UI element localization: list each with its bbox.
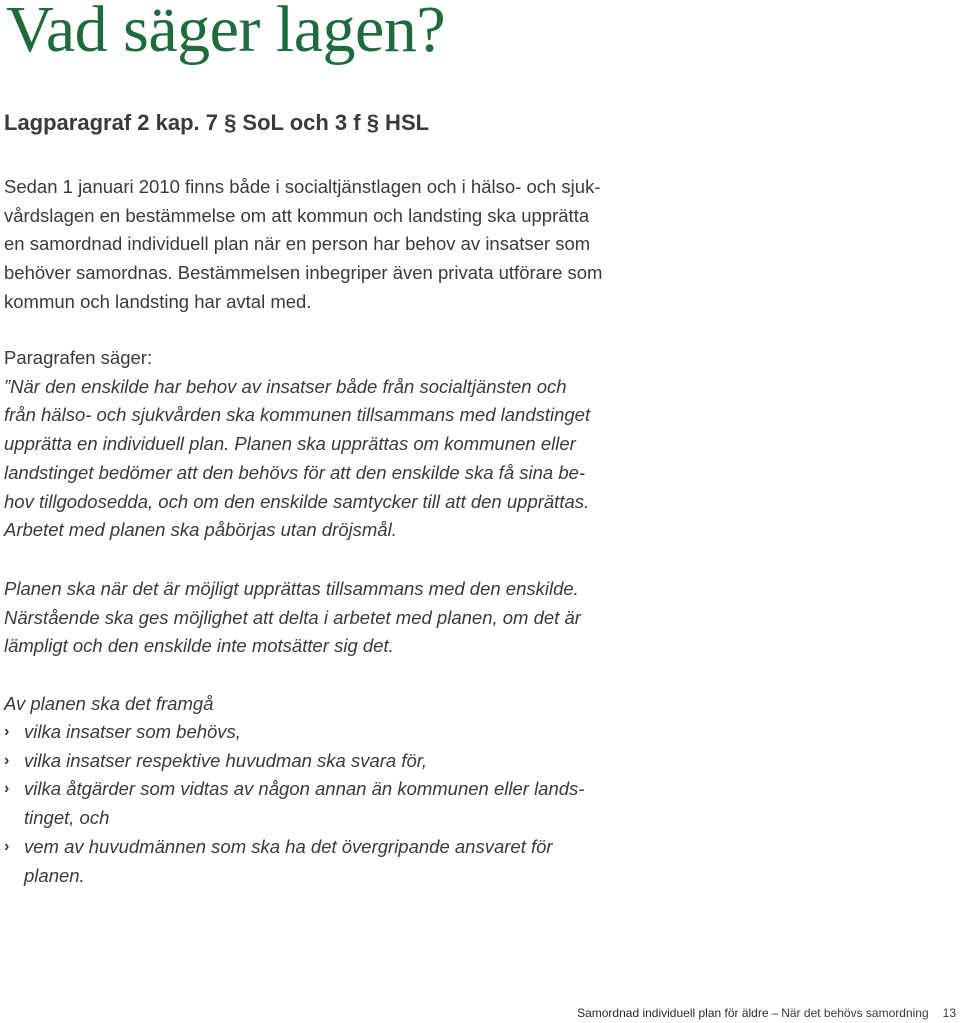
list-item-text: vilka insatser som behövs, — [24, 721, 241, 742]
intro-line: vårdslagen en bestämmelse om att kommun och landsting ska upprätta — [4, 204, 590, 226]
intro-line: kommun och landsting har avtal med. — [4, 290, 312, 312]
list-intro: Av planen ska det framgå — [4, 693, 214, 714]
quote-line: ”När den enskilde har behov av insatser både från socialtjänsten och — [4, 375, 567, 397]
quote-line: lämpligt och den enskilde inte motsätter sig det. — [4, 635, 394, 657]
law-reference-heading: Lagparagraf 2 kap. 7 § SoL och 3 f § HSL — [4, 110, 430, 135]
quote-label: Paragrafen säger: — [4, 347, 153, 368]
intro-line: Sedan 1 januari 2010 finns både i socialtjänstlagen och i hälso- och sjuk- — [4, 176, 601, 197]
footer-publication-title: Samordnad individuell plan för äldre — [577, 1006, 769, 1020]
footer-section-title: När det behövs samordning — [781, 1006, 929, 1020]
chevron-right-icon: › — [4, 837, 10, 855]
quote-line: Arbetet med planen ska påbörjas utan dröjsmål. — [4, 519, 397, 541]
intro-paragraph — [4, 173, 636, 317]
chevron-right-icon: › — [4, 751, 10, 769]
chevron-right-icon: › — [4, 780, 10, 798]
page-footer — [577, 1005, 956, 1021]
quote-line: från hälso- och sjukvården ska kommunen tillsammans med landstinget — [4, 404, 591, 426]
quote-continuation-paragraph — [4, 575, 636, 661]
plan-contents-list — [4, 718, 584, 890]
footer-separator: – — [771, 1006, 779, 1020]
list-item-text-continued: tinget, och — [24, 807, 110, 829]
page-title: Vad säger lagen? — [6, 0, 446, 66]
list-item-text: vilka insatser respektive huvudman ska svara för, — [24, 749, 428, 771]
chevron-right-icon: › — [4, 723, 10, 740]
page-number: 13 — [942, 1006, 956, 1020]
quote-line: landstinget bedömer att den behövs för att den enskilde ska få sina be- — [4, 461, 586, 483]
quote-paragraph — [4, 344, 636, 545]
list-item — [4, 833, 584, 890]
list-item — [4, 718, 584, 747]
quote-line: upprätta en individuell plan. Planen ska upprättas om kommunen eller — [4, 433, 576, 455]
quote-line: Närstående ska ges möjlighet att delta i arbetet med planen, om det är — [4, 606, 581, 628]
list-item-text-continued: planen. — [24, 864, 85, 886]
quote-line: Planen ska när det är möjligt upprättas tillsammans med den enskilde. — [4, 578, 579, 599]
list-item — [4, 775, 584, 832]
intro-line: en samordnad individuell plan när en person har behov av insatser som — [4, 233, 591, 255]
list-item — [4, 747, 584, 776]
list-item-text: vem av huvudmännen som ska ha det övergripande ansvaret för — [24, 835, 553, 857]
quote-line: hov tillgodosedda, och om den enskilde samtycker till att den upprättas. — [4, 490, 590, 512]
intro-line: behöver samordnas. Bestämmelsen inbegriper även privata utförare som — [4, 262, 603, 284]
list-item-text: vilka åtgärder som vidtas av någon annan än kommunen eller lands- — [24, 778, 585, 800]
